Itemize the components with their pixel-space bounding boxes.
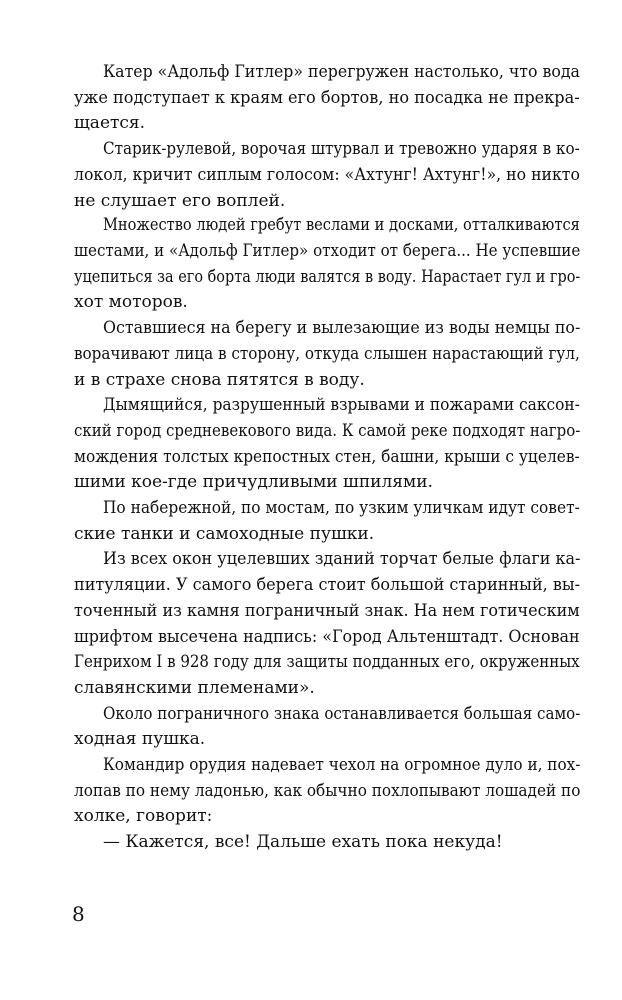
- page-number: 8: [72, 902, 85, 926]
- text-line: локол, кричит сиплым голосом: «Ахтунг! Ахтунг!», но никто: [74, 165, 580, 185]
- text-line: Около пограничного знака останавливается большая само-: [103, 704, 581, 724]
- text-line: ходная пушка.: [74, 729, 206, 749]
- text-line: Старик-рулевой, ворочая штурвал и тревожно ударяя в ко-: [103, 139, 580, 159]
- text-line: Катер «Адольф Гитлер» перегружен настолько, что вода: [103, 62, 580, 82]
- text-line: шрифтом высечена надпись: «Город Альтенштадт. Основан: [74, 627, 580, 647]
- text-line: славянскими племенами».: [74, 678, 315, 698]
- text-line: По набережной, по мостам, по узким уличкам идут совет-: [103, 498, 580, 518]
- text-line: мождения толстых крепостных стен, башни, крыши с уцелев-: [74, 447, 580, 467]
- text-line: — Кажется, все! Дальше ехать пока некуда!: [103, 832, 503, 852]
- text-line: ворачивают лица в сторону, откуда слышен нарастающий гул,: [74, 344, 580, 364]
- text-line: лопав по нему ладонью, как обычно похлопывают лошадей по: [74, 781, 581, 801]
- text-line: и в страхе снова пятятся в воду.: [74, 370, 365, 390]
- text-line: Командир орудия надевает чехол на огромное дуло и, пох-: [103, 755, 581, 775]
- text-line: холке, говорит:: [74, 806, 213, 826]
- text-line: уже подступает к краям его бортов, но посадка не прекра-: [74, 88, 580, 108]
- text-line: Генрихом I в 928 году для защиты подданных его, окруженных: [74, 652, 580, 672]
- text-line: уцепиться за его борта люди валятся в воду. Нарастает гул и гро-: [74, 267, 581, 287]
- text-line: щается.: [74, 113, 146, 133]
- text-line: шими кое-где причудливыми шпилями.: [74, 472, 433, 492]
- text-line: ские танки и самоходные пушки.: [74, 524, 375, 544]
- text-line: Оставшиеся на берегу и вылезающие из воды немцы по-: [103, 318, 581, 338]
- text-line: Множество людей гребут веслами и досками, отталкиваются: [103, 215, 580, 235]
- text-line: Из всех окон уцелевших зданий торчат белые флаги ка-: [103, 549, 581, 569]
- text-line: точенный из камня пограничный знак. На нем готическим: [74, 601, 580, 621]
- text-line: ский город средневекового вида. К самой реке подходят нагро-: [74, 421, 581, 441]
- text-line: не слушает его воплей.: [74, 191, 286, 211]
- text-line: хот моторов.: [74, 292, 188, 312]
- text-line: питуляции. У самого берега стоит большой старинный, вы-: [74, 575, 581, 595]
- text-line: Дымящийся, разрушенный взрывами и пожарами саксон-: [103, 395, 580, 415]
- text-line: шестами, и «Адольф Гитлер» отходит от берега... Не успевшие: [74, 241, 581, 261]
